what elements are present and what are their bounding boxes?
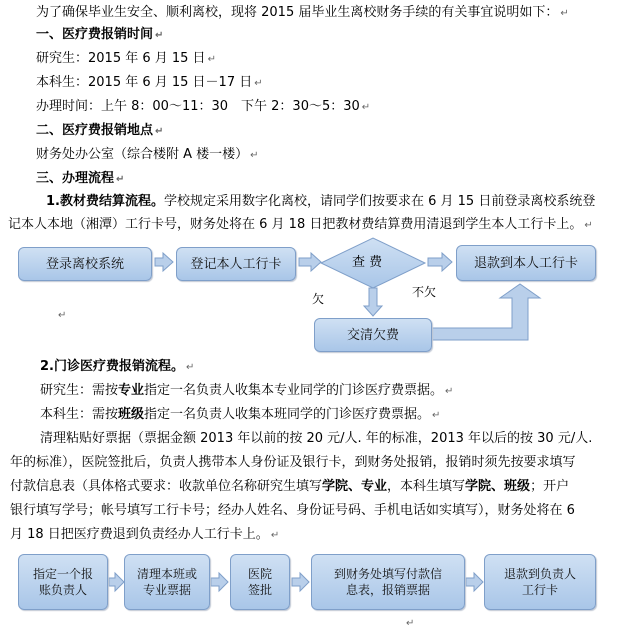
flow1-owe-label: 欠 bbox=[312, 292, 325, 306]
grad-time: 研究生：2015 年 6 月 15 日 ↵ bbox=[36, 51, 216, 66]
paragraph-line5: 月 18 日把医疗费退到负责经办人工行卡上。 ↵ bbox=[10, 527, 280, 542]
para-mark-1: ↵ bbox=[58, 310, 67, 321]
flow2-step2-box: 清理本班或 专业票据 bbox=[124, 554, 210, 610]
arrow-step3-to-step4 bbox=[292, 573, 309, 591]
arrow-login-to-register bbox=[155, 253, 173, 271]
flow2-step4-box: 到财务处填写付款信 息表，报销票据 bbox=[311, 554, 465, 610]
flow1-refund-box: 退款到本人工行卡 bbox=[456, 245, 596, 281]
arrow-register-to-check bbox=[299, 253, 321, 271]
grad-instruction: 研究生：需按专业指定一名负责人收集本专业同学的门诊医疗费票据。 ↵ bbox=[40, 383, 454, 398]
undergrad-time: 本科生：2015 年 6 月 15 日－17 日 ↵ bbox=[36, 75, 263, 90]
section-3-title: 三、办理流程 ↵ bbox=[36, 171, 125, 186]
paragraph-line2: 年的标准），医院签批后，负责人携带本人身份证及银行卡，到财务处报销，报销时须先按要求填写 bbox=[10, 455, 576, 470]
section-1-title: 一、医疗费报销时间 ↵ bbox=[36, 27, 164, 42]
flow1-paragraph-line2: 记本人本地（湘潭）工行卡号，财务处将在 6 月 18 日把教材费结算费用清退到学生本人工行卡上。 ↵ bbox=[8, 217, 593, 232]
arrow-step1-to-step2 bbox=[109, 573, 124, 591]
undergrad-instruction: 本科生：需按班级指定一名负责人收集本班同学的门诊医疗费票据。 ↵ bbox=[40, 407, 441, 422]
arrow-step2-to-step3 bbox=[211, 573, 228, 591]
section-2-title: 二、医疗费报销地点 ↵ bbox=[36, 123, 164, 138]
flow1-pay-box: 交清欠费 bbox=[314, 318, 432, 352]
arrow-check-to-pay bbox=[364, 288, 382, 316]
flow1-paragraph-line1: 1.教材费结算流程。学校规定采用数字化离校，请同学们按要求在 6 月 15 日前登录离校系统登 bbox=[46, 194, 596, 209]
flow2-step1-box: 指定一个报 账负责人 bbox=[18, 554, 108, 610]
flow2-step5-box: 退款到负责人 工行卡 bbox=[484, 554, 596, 610]
paragraph-line4: 银行填写学号；帐号填写工行卡号；经办人姓名、身份证号码、手机电话如实填写），财务处将在 6 bbox=[10, 503, 575, 518]
office-hours: 办理时间：上午 8：00～11：30 下午 2：30～5：30 ↵ bbox=[36, 99, 371, 114]
arrow-check-to-refund bbox=[428, 253, 452, 271]
paragraph-line1: 清理粘贴好票据（票据金额 2013 年以前的按 20 元/人. 年的标准，2013 年以后的按 30 元/人. bbox=[40, 431, 593, 446]
flow1-login-box: 登录离校系统 bbox=[18, 247, 152, 281]
flow1-register-box: 登记本人工行卡 bbox=[176, 247, 296, 281]
arrow-step4-to-step5 bbox=[466, 573, 483, 591]
para-mark-2: ↵ bbox=[406, 618, 415, 629]
paragraph-line3: 付款信息表（具体格式要求：收款单位名称研究生填写学院、专业，本科生填写学院、班级；开户 bbox=[10, 479, 570, 494]
flow1-check-label: 查 费 bbox=[352, 255, 383, 270]
arrow-pay-to-refund bbox=[432, 284, 540, 340]
flow2-title: 2.门诊医疗费报销流程。 ↵ bbox=[40, 359, 195, 374]
flow2-step3-box: 医院 签批 bbox=[230, 554, 290, 610]
intro-text: 为了确保毕业生安全、顺利离校，现将 2015 届毕业生离校财务手续的有关事宜说明如下： ↵ bbox=[36, 5, 569, 20]
location-text: 财务处办公室（综合楼附 A 楼一楼） ↵ bbox=[36, 147, 259, 162]
flow1-no-owe-label: 不欠 bbox=[412, 285, 437, 299]
